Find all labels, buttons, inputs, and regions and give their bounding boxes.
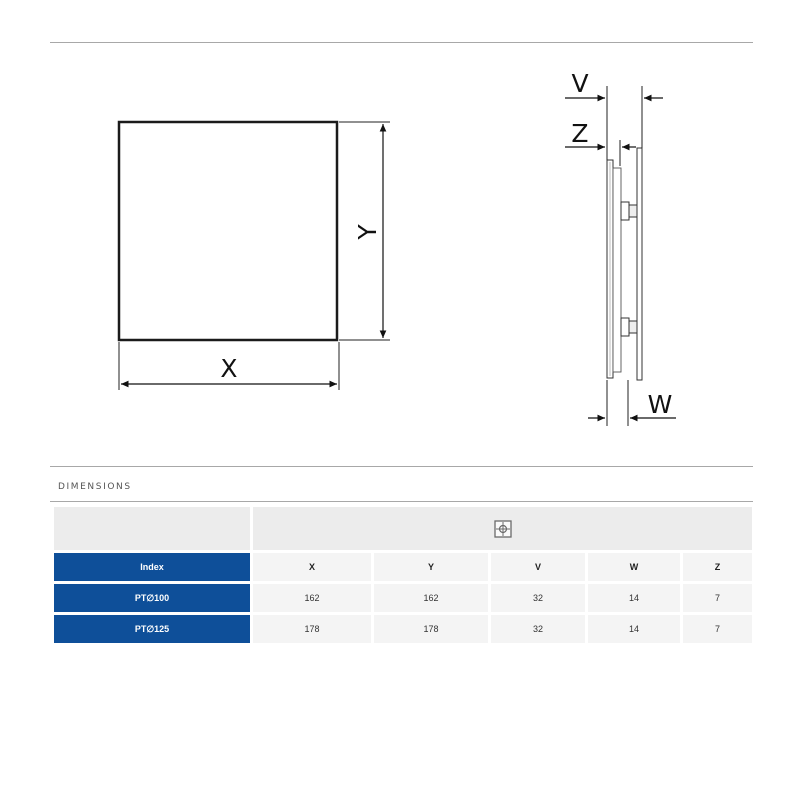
table-cell: 7 bbox=[683, 615, 752, 643]
side-body bbox=[613, 168, 621, 372]
table-row bbox=[54, 584, 752, 612]
table-cell: 162 bbox=[253, 584, 371, 612]
table-row bbox=[54, 615, 752, 643]
row-index-cell: PT∅100 bbox=[54, 584, 250, 612]
side-spacer-top bbox=[621, 202, 629, 220]
index-header-cell: Index bbox=[54, 553, 250, 581]
front-view-icon bbox=[494, 520, 512, 538]
z-label: Z bbox=[571, 119, 589, 148]
side-view bbox=[565, 69, 676, 426]
table-cell: 178 bbox=[253, 615, 371, 643]
front-panel bbox=[119, 122, 337, 340]
front-view-icon-cell bbox=[253, 507, 752, 550]
v-label: V bbox=[571, 69, 589, 98]
y-label: Y bbox=[353, 224, 382, 240]
dimensions-table bbox=[51, 504, 755, 646]
front-view bbox=[119, 122, 390, 390]
section-divider bbox=[50, 466, 753, 467]
table-cell: 32 bbox=[491, 615, 585, 643]
table-icon-row bbox=[54, 507, 752, 550]
x-label: X bbox=[220, 354, 238, 383]
table-cell: 14 bbox=[588, 584, 680, 612]
column-header-y: Y bbox=[374, 553, 488, 581]
row-index-cell: PT∅125 bbox=[54, 615, 250, 643]
table-top-divider bbox=[50, 501, 753, 502]
side-spacer-bottom bbox=[621, 318, 629, 336]
table-cell: 162 bbox=[374, 584, 488, 612]
column-header-w: W bbox=[588, 553, 680, 581]
column-header-z: Z bbox=[683, 553, 752, 581]
section-title: DIMENSIONS bbox=[58, 482, 132, 492]
side-front-plate bbox=[637, 148, 642, 380]
table-cell: 7 bbox=[683, 584, 752, 612]
table-cell: 14 bbox=[588, 615, 680, 643]
table-cell: 178 bbox=[374, 615, 488, 643]
table-header-row bbox=[54, 553, 752, 581]
w-label: W bbox=[647, 390, 673, 419]
empty-corner-cell bbox=[54, 507, 250, 550]
column-header-x: X bbox=[253, 553, 371, 581]
column-header-v: V bbox=[491, 553, 585, 581]
table-cell: 32 bbox=[491, 584, 585, 612]
